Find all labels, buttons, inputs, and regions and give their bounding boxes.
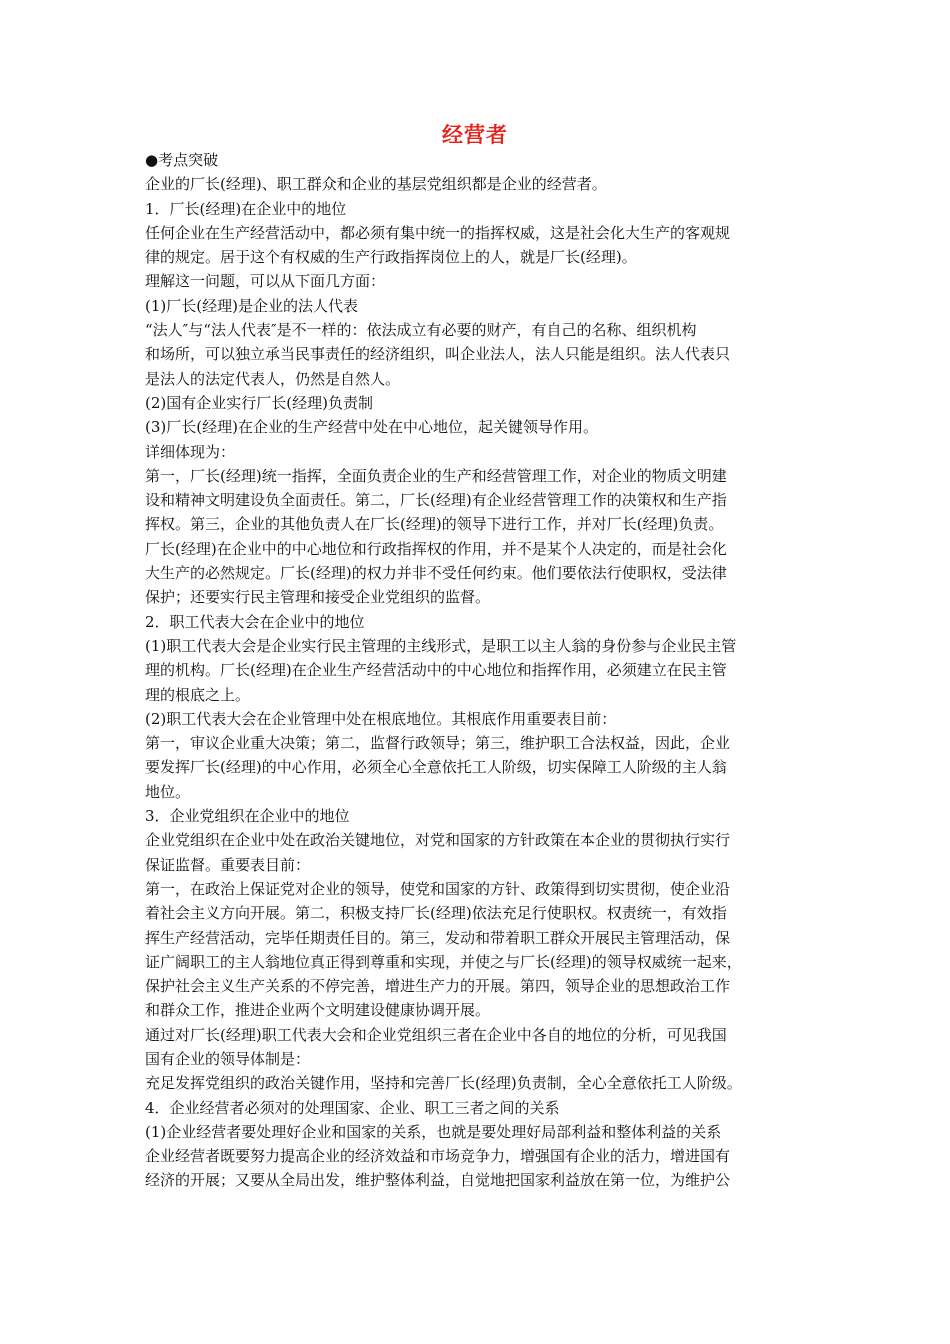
text-line: 理的机构。厂长(经理)在企业生产经营活动中的中心地位和指挥作用，必须建立在民主管 bbox=[145, 661, 727, 680]
text-line: 通过对厂长(经理)职工代表大会和企业党组织三者在企业中各自的地位的分析，可见我国 bbox=[145, 1025, 727, 1044]
text-line: 企业的厂长(经理)、职工群众和企业的基层党组织都是企业的经营者。 bbox=[145, 175, 607, 194]
text-line: 地位。 bbox=[145, 782, 191, 801]
text-line: 设和精神文明建设负全面责任。第二，厂长(经理)有企业经营管理工作的决策权和生产指 bbox=[145, 491, 727, 510]
text-line: 2．职工代表大会在企业中的地位 bbox=[145, 612, 365, 631]
text-line: “法人″与“法人代表″是不一样的：依法成立有必要的财产，有自己的名称、组织机构 bbox=[145, 321, 697, 340]
text-line: ●考点突破 bbox=[145, 151, 219, 169]
text-line: 第一，在政治上保证党对企业的领导，使党和国家的方针、政策得到切实贯彻，使企业沿 bbox=[145, 879, 731, 898]
text-line: 充足发挥党组织的政治关键作用，坚持和完善厂长(经理)负责制，全心全意依托工人阶级。 bbox=[145, 1074, 742, 1093]
text-line: 和群众工作，推进企业两个文明建设健康协调开展。 bbox=[145, 1001, 491, 1020]
text-line: 和场所，可以独立承当民事责任的经济组织，叫企业法人，法人只能是组织。法人代表只 bbox=[145, 345, 731, 364]
text-line: 律的规定。居于这个有权威的生产行政指挥岗位上的人，就是厂长(经理)。 bbox=[145, 248, 637, 267]
text-line: (1)厂长(经理)是企业的法人代表 bbox=[145, 296, 358, 315]
text-line: 国有企业的领导体制是： bbox=[145, 1049, 311, 1068]
text-line: 4．企业经营者必须对的处理国家、企业、职工三者之间的关系 bbox=[145, 1098, 560, 1117]
text-line: 企业经营者既要努力提高企业的经济效益和市场竞争力，增强国有企业的活力，增进国有 bbox=[145, 1147, 731, 1166]
text-line: 企业党组织在企业中处在政治关键地位，对党和国家的方针政策在本企业的贯彻执行实行 bbox=[145, 831, 731, 850]
text-line: 理解这一问题，可以从下面几方面： bbox=[145, 272, 386, 291]
text-line: 保证监督。重要表目前： bbox=[145, 855, 311, 874]
text-line: 保护；还要实行民主管理和接受企业党组织的监督。 bbox=[145, 588, 491, 607]
text-line: 大生产的必然规定。厂长(经理)的权力并非不受任何约束。他们要依法行使职权，受法律 bbox=[145, 564, 727, 583]
text-line: 经济的开展；又要从全局出发，维护整体利益，自觉地把国家利益放在第一位，为维护公 bbox=[145, 1171, 731, 1190]
text-line: 挥生产经营活动，完毕任期责任目的。第三，发动和带着职工群众开展民主管理活动，保 bbox=[145, 928, 731, 947]
text-line: 要发挥厂长(经理)的中心作用，必须全心全意依托工人阶级，切实保障工人阶级的主人翁 bbox=[145, 758, 727, 777]
text-line: (1)职工代表大会是企业实行民主管理的主线形式，是职工以主人翁的身份参与企业民主管 bbox=[145, 636, 737, 655]
text-line: (2)国有企业实行厂长(经理)负责制 bbox=[145, 393, 373, 412]
text-line: 着社会主义方向开展。第二，积极支持厂长(经理)依法充足行使职权。权责统一，有效指 bbox=[145, 904, 727, 923]
text-line: 1．厂长(经理)在企业中的地位 bbox=[145, 199, 347, 218]
text-line: (2)职工代表大会在企业管理中处在根底地位。其根底作用重要表目前： bbox=[145, 709, 617, 728]
text-line: 理的根底之上。 bbox=[145, 685, 251, 704]
text-line: 证广阔职工的主人翁地位真正得到尊重和实现，并使之与厂长(经理)的领导权威统一起来， bbox=[145, 952, 742, 971]
text-line: (3)厂长(经理)在企业的生产经营中处在中心地位，起关键领导作用。 bbox=[145, 418, 598, 437]
text-line: 3．企业党组织在企业中的地位 bbox=[145, 807, 350, 826]
text-line: 保护社会主义生产关系的不停完善，增进生产力的开展。第四，领导企业的思想政治工作 bbox=[145, 977, 731, 996]
text-line: 厂长(经理)在企业中的中心地位和行政指挥权的作用，并不是某个人决定的，而是社会化 bbox=[145, 539, 727, 558]
text-line: (1)企业经营者要处理好企业和国家的关系，也就是要处理好局部利益和整体利益的关系 bbox=[145, 1122, 722, 1141]
text-line: 挥权。第三，企业的其他负责人在厂长(经理)的领导下进行工作，并对厂长(经理)负责。 bbox=[145, 515, 724, 534]
text-line: 是法人的法定代表人，仍然是自然人。 bbox=[145, 369, 401, 388]
document-title: 经营者 bbox=[442, 123, 508, 147]
text-line: 详细体现为： bbox=[145, 442, 236, 461]
text-line: 第一，厂长(经理)统一指挥，全面负责企业的生产和经营管理工作，对企业的物质文明建 bbox=[145, 466, 727, 485]
document-body bbox=[145, 148, 815, 1193]
text-line: 第一，审议企业重大决策；第二，监督行政领导；第三，维护职工合法权益，因此，企业 bbox=[145, 734, 731, 753]
text-line: 任何企业在生产经营活动中，都必须有集中统一的指挥权威，这是社会化大生产的客观规 bbox=[145, 223, 731, 242]
